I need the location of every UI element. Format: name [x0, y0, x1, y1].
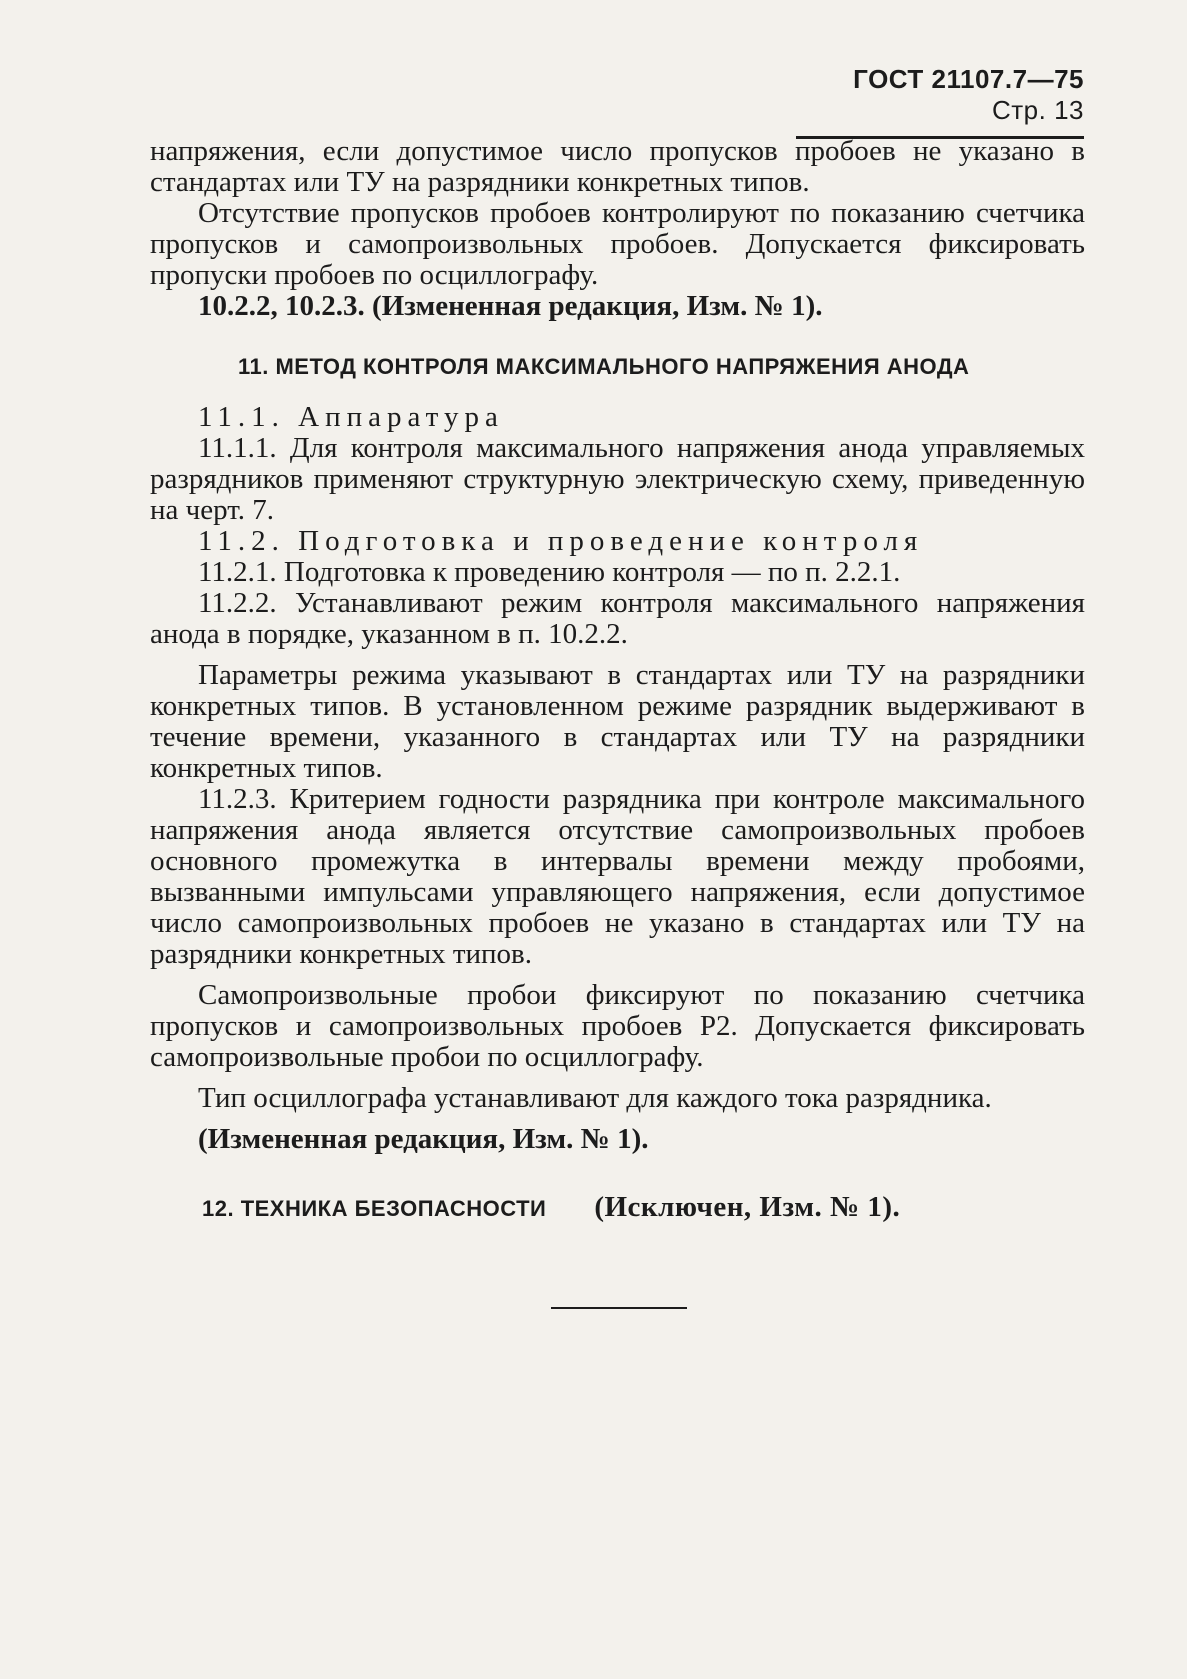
standard-number: ГОСТ 21107.7—75	[853, 64, 1084, 94]
clause-11-2: 11.2. Подготовка и проведение контроля	[198, 525, 924, 557]
paragraph-oscillograph-type: Тип осциллографа устанавливают для каждого тока разрядника.	[198, 1082, 992, 1114]
section-12-note: (Исключен, Изм. № 1).	[594, 1191, 901, 1223]
amendment-note: 10.2.2, 10.2.3. (Измененная редакция, Изм. № 1).	[198, 290, 823, 322]
page-header	[796, 64, 1084, 139]
section-12-heading	[150, 1191, 1085, 1224]
paragraph-mode-parameters: Параметры режима указывают в стандартах или ТУ на разрядники конкретных типов. В установленном режиме разрядник выдерживают в течение времени, указанного в стандартах или ТУ на разрядники конкретных типов.	[150, 659, 1085, 784]
clause-11-2-1: 11.2.1. Подготовка к проведению контроля — по п. 2.2.1.	[198, 556, 901, 588]
clause-11-2-2: 11.2.2. Устанавливают режим контроля максимального напряжения анода в порядке, указанном в п. 10.2.2.	[150, 587, 1085, 650]
section-11-heading: 11. МЕТОД КОНТРОЛЯ МАКСИМАЛЬНОГО НАПРЯЖЕНИЯ АНОДА	[238, 354, 970, 379]
clause-11-1-1: 11.1.1. Для контроля максимального напряжения анода управляемых разрядников применяют структурную электрическую схему, приведенную на черт. 7.	[150, 432, 1085, 526]
amendment-note-11: (Измененная редакция, Изм. № 1).	[198, 1123, 649, 1155]
page-number: Стр. 13	[991, 95, 1084, 125]
clause-11-2-3: 11.2.3. Критерием годности разрядника при контроле максимального напряжения анода является отсутствие самопроизвольных пробоев основного промежутка в интервалы времени между пробоями, вызванными импульсами управляющего напряжения, если допустимое число самопроизвольных пробоев не указано в стандартах или ТУ на разрядники конкретных типов.	[150, 783, 1085, 970]
paragraph-continuation: напряжения, если допустимое число пропусков пробоев не указано в стандартах или ТУ на разрядники конкретных типов.	[150, 135, 1085, 198]
clause-11-1: 11.1. Аппаратура	[198, 401, 504, 433]
page-body	[150, 136, 1085, 1224]
paragraph-skip-control: Отсутствие пропусков пробоев контролируют по показанию счетчика пропусков и самопроизвольных пробоев. Допускается фиксировать пропуски пробоев по осциллографу.	[150, 197, 1085, 291]
end-divider	[551, 1307, 687, 1309]
section-12-title: 12. ТЕХНИКА БЕЗОПАСНОСТИ	[202, 1196, 547, 1221]
paragraph-breakdown-counter: Самопроизвольные пробои фиксируют по показанию счетчика пропусков и самопроизвольных пробоев Р2. Допускается фиксировать самопроизвольные пробои по осциллографу.	[150, 979, 1085, 1073]
